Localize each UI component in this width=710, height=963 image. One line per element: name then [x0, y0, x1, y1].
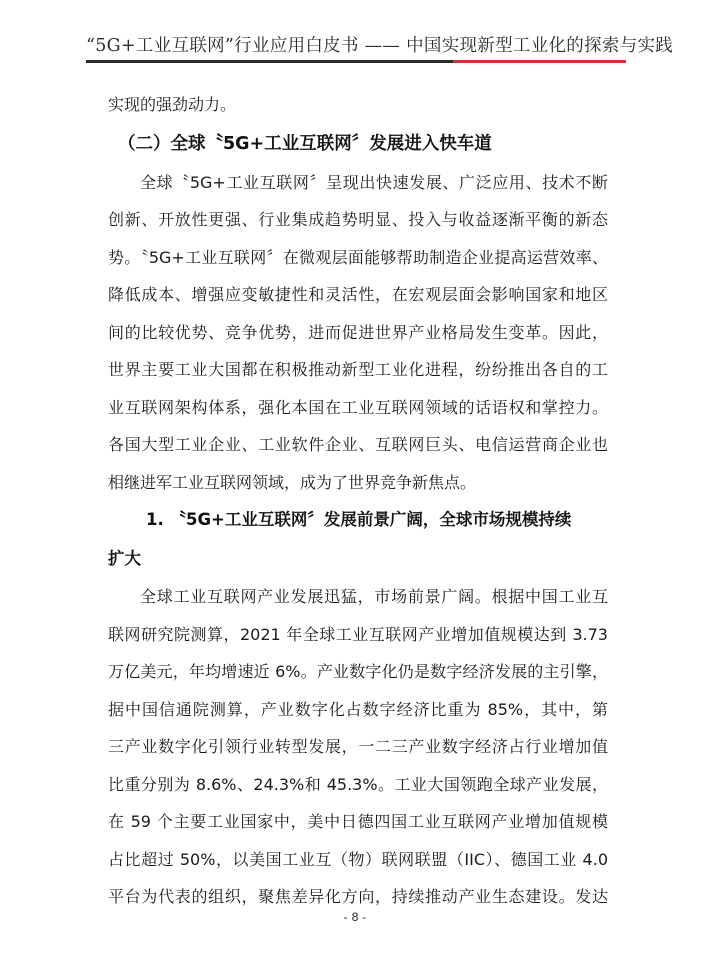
text-line: 全球〝5G+工业互联网〞呈现出快速发展、广泛应用、技术不断 [140, 172, 608, 192]
subsection-heading-line: 扩大 [108, 548, 141, 568]
text-line: 降低成本、增强应变敏捷性和灵活性，在宏观层面会影响国家和地区 [108, 285, 608, 304]
text-line: 平台为代表的组织，聚焦差异化方向，持续推动产业生态建设。发达 [108, 887, 608, 906]
text-line: 业互联网架构体系，强化本国在工业互联网领域的话语权和掌控力。 [108, 397, 608, 417]
text-line: 占比超过 50%，以美国工业互（物）联网联盟（IIC）、德国工业 4.0 [108, 849, 608, 869]
header-rule [86, 60, 626, 63]
page-number: - 8 - [343, 910, 367, 924]
text-line: 间的比较优势、竞争优势，进而促进世界产业格局发生变革。因此， [108, 322, 608, 342]
text-line: 联网研究院测算，2021 年全球工业互联网产业增加值规模达到 3.73 [108, 624, 608, 644]
text-line: 各国大型工业企业、工业软件企业、互联网巨头、电信运营商企业也 [108, 435, 608, 454]
text-line: 在 59 个主要工业国家中，美中日德四国工业互联网产业增加值规模 [108, 812, 608, 831]
text-line: 势。〝5G+工业互联网〞在微观层面能够帮助制造企业提高运营效率、 [108, 247, 608, 267]
text-line: 创新、开放性更强、行业集成趋势明显、投入与收益逐渐平衡的新态 [108, 210, 608, 229]
text-line: 实现的强劲动力。 [108, 95, 237, 114]
header-rule-dark-segment [86, 60, 453, 63]
page-body [108, 86, 608, 916]
paragraph-1 [108, 164, 608, 502]
text-line: 比重分别为 8.6%、24.3%和 45.3%。工业大国领跑全球产业发展， [108, 774, 608, 794]
text-line: 据中国信通院测算，产业数字化占数字经济比重为 85%，其中，第 [108, 699, 608, 719]
header-rule-red-segment [453, 60, 626, 63]
subsection-heading-line: 1. 〝5G+工业互联网〞发展前景广阔，全球市场规模持续 [146, 510, 572, 529]
text-line: 三产业数字化引领行业转型发展，一二三产业数字经济占行业增加值 [108, 737, 608, 756]
text-line: 世界主要工业大国都在积极推动新型工业化进程，纷纷推出各自的工 [108, 360, 608, 379]
section-heading: （二）全球〝5G+工业互联网〞发展进入快车道 [118, 133, 492, 154]
text-line: 万亿美元，年均增速近 6%。产业数字化仍是数字经济发展的主引擎， [108, 662, 608, 681]
subsection-heading [108, 501, 608, 578]
running-header: “5G+工业互联网”行业应用白皮书 —— 中国实现新型工业化的探索与实践 [86, 36, 674, 56]
paragraph-2 [108, 578, 608, 916]
text-line: 全球工业互联网产业发展迅猛，市场前景广阔。根据中国工业互 [140, 587, 608, 606]
text-line: 相继进军工业互联网领域，成为了世界竞争新焦点。 [108, 472, 477, 492]
